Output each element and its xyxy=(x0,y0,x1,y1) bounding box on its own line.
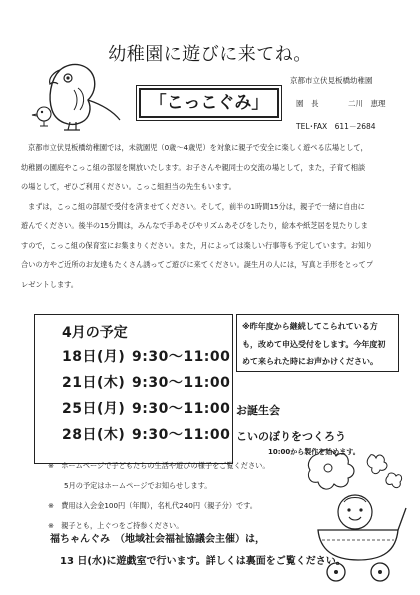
schedule-row xyxy=(62,424,231,444)
paragraph-line: 合いの方やご近所のお友達もたくさん誘ってご遊びに来てください。誕生月の人には，写真と手形をとってプ xyxy=(21,260,374,269)
notes-list xyxy=(48,456,270,536)
intro-text xyxy=(21,138,401,294)
schedule-time: 9:30～11:00 xyxy=(132,349,231,365)
schedule-time: 9:30～11:00 xyxy=(132,427,231,443)
schedule-date: 25日(月) xyxy=(62,401,126,417)
notice-line: ※昨年度から継続してこられている方 xyxy=(242,322,378,331)
parrot-illustration xyxy=(30,58,130,136)
schedule-date: 21日(木) xyxy=(62,375,126,391)
paragraph-line: の場として，ぜひご利用ください。こっこ組担当の先生もいます。 xyxy=(21,182,236,191)
notice-box xyxy=(236,314,399,372)
paragraph-line: 京都市立伏見板橋幼稚園では，未就園児（0歳～4歳児）を対象に親子で安全に楽しく遊べる広場として， xyxy=(28,143,368,152)
paragraph-line: 遊んでください。後半の15分間は，みんなで手あそびやリズムあそびをしたり，絵本や紙芝居を見たりしま xyxy=(21,221,368,230)
principal-label: 園 長 xyxy=(296,99,319,108)
schedule-event-note: お誕生会 xyxy=(236,404,280,417)
footer-line-1: 福ちゃんぐみ （地域社会福祉協議会主催）は， xyxy=(50,534,265,545)
schedule-heading: 4月の予定 xyxy=(62,325,128,341)
note-line: ※ 親子とも，上ぐつをご持参ください。 xyxy=(48,521,184,530)
principal-name: 二川 恵理 xyxy=(348,99,386,108)
paragraph-line: レゼントします。 xyxy=(21,279,78,289)
note-line: ※ ホームページで子どもたちの生活や遊びの様子をご覧ください。 xyxy=(48,461,270,470)
schedule-row xyxy=(62,372,231,392)
schedule-time: 9:30～11:00 xyxy=(132,375,231,391)
footer-line-2: 13 日(水)に遊戯室で行います。詳しくは裏面をご覧ください。 xyxy=(60,556,346,567)
schedule-event-note: こいのぼりをつくろう xyxy=(236,430,346,443)
paragraph-line: すので，こっこ組の保育室にお集まりください。また，月によっては楽しい行事等も予定しています。お知り xyxy=(21,240,373,250)
schedule-row xyxy=(62,346,231,366)
paragraph-line: まずは，こっこ組の部屋で受付を済ませてください。そして，前半の1時間15分は，親子で一緒に自由に xyxy=(28,201,365,211)
note-line: 5月の予定はホームページでお知らせします。 xyxy=(64,481,212,490)
schedule-time: 9:30～11:00 xyxy=(132,401,231,417)
class-name-plate: 「こっこぐみ」 xyxy=(139,88,279,118)
schedule-sub-note: 10:00から製作を始めます。 xyxy=(268,448,360,456)
schedule-date: 28日(木) xyxy=(62,427,126,443)
school-name: 京都市立伏見板橋幼稚園 xyxy=(290,76,373,85)
note-line: ※ 費用は入会金100円（年間），名札代240円（親子分）です。 xyxy=(48,501,257,510)
notice-line: めて来られた時にお声かけください。 xyxy=(242,357,378,366)
page-title: 幼稚園に遊びに来てね。 xyxy=(108,44,312,65)
schedule-date: 18日(月) xyxy=(62,349,126,365)
notice-line: も，改めて申込受付をします。今年度初 xyxy=(242,339,386,349)
paragraph-line: 幼稚園の園庭やこっこ組の部屋を開放いたします。お子さんや親同士の交流の場として，また，子育て相談 xyxy=(21,162,366,172)
schedule-row xyxy=(62,398,231,418)
phone-fax: TEL･FAX 611－2684 xyxy=(296,122,376,131)
